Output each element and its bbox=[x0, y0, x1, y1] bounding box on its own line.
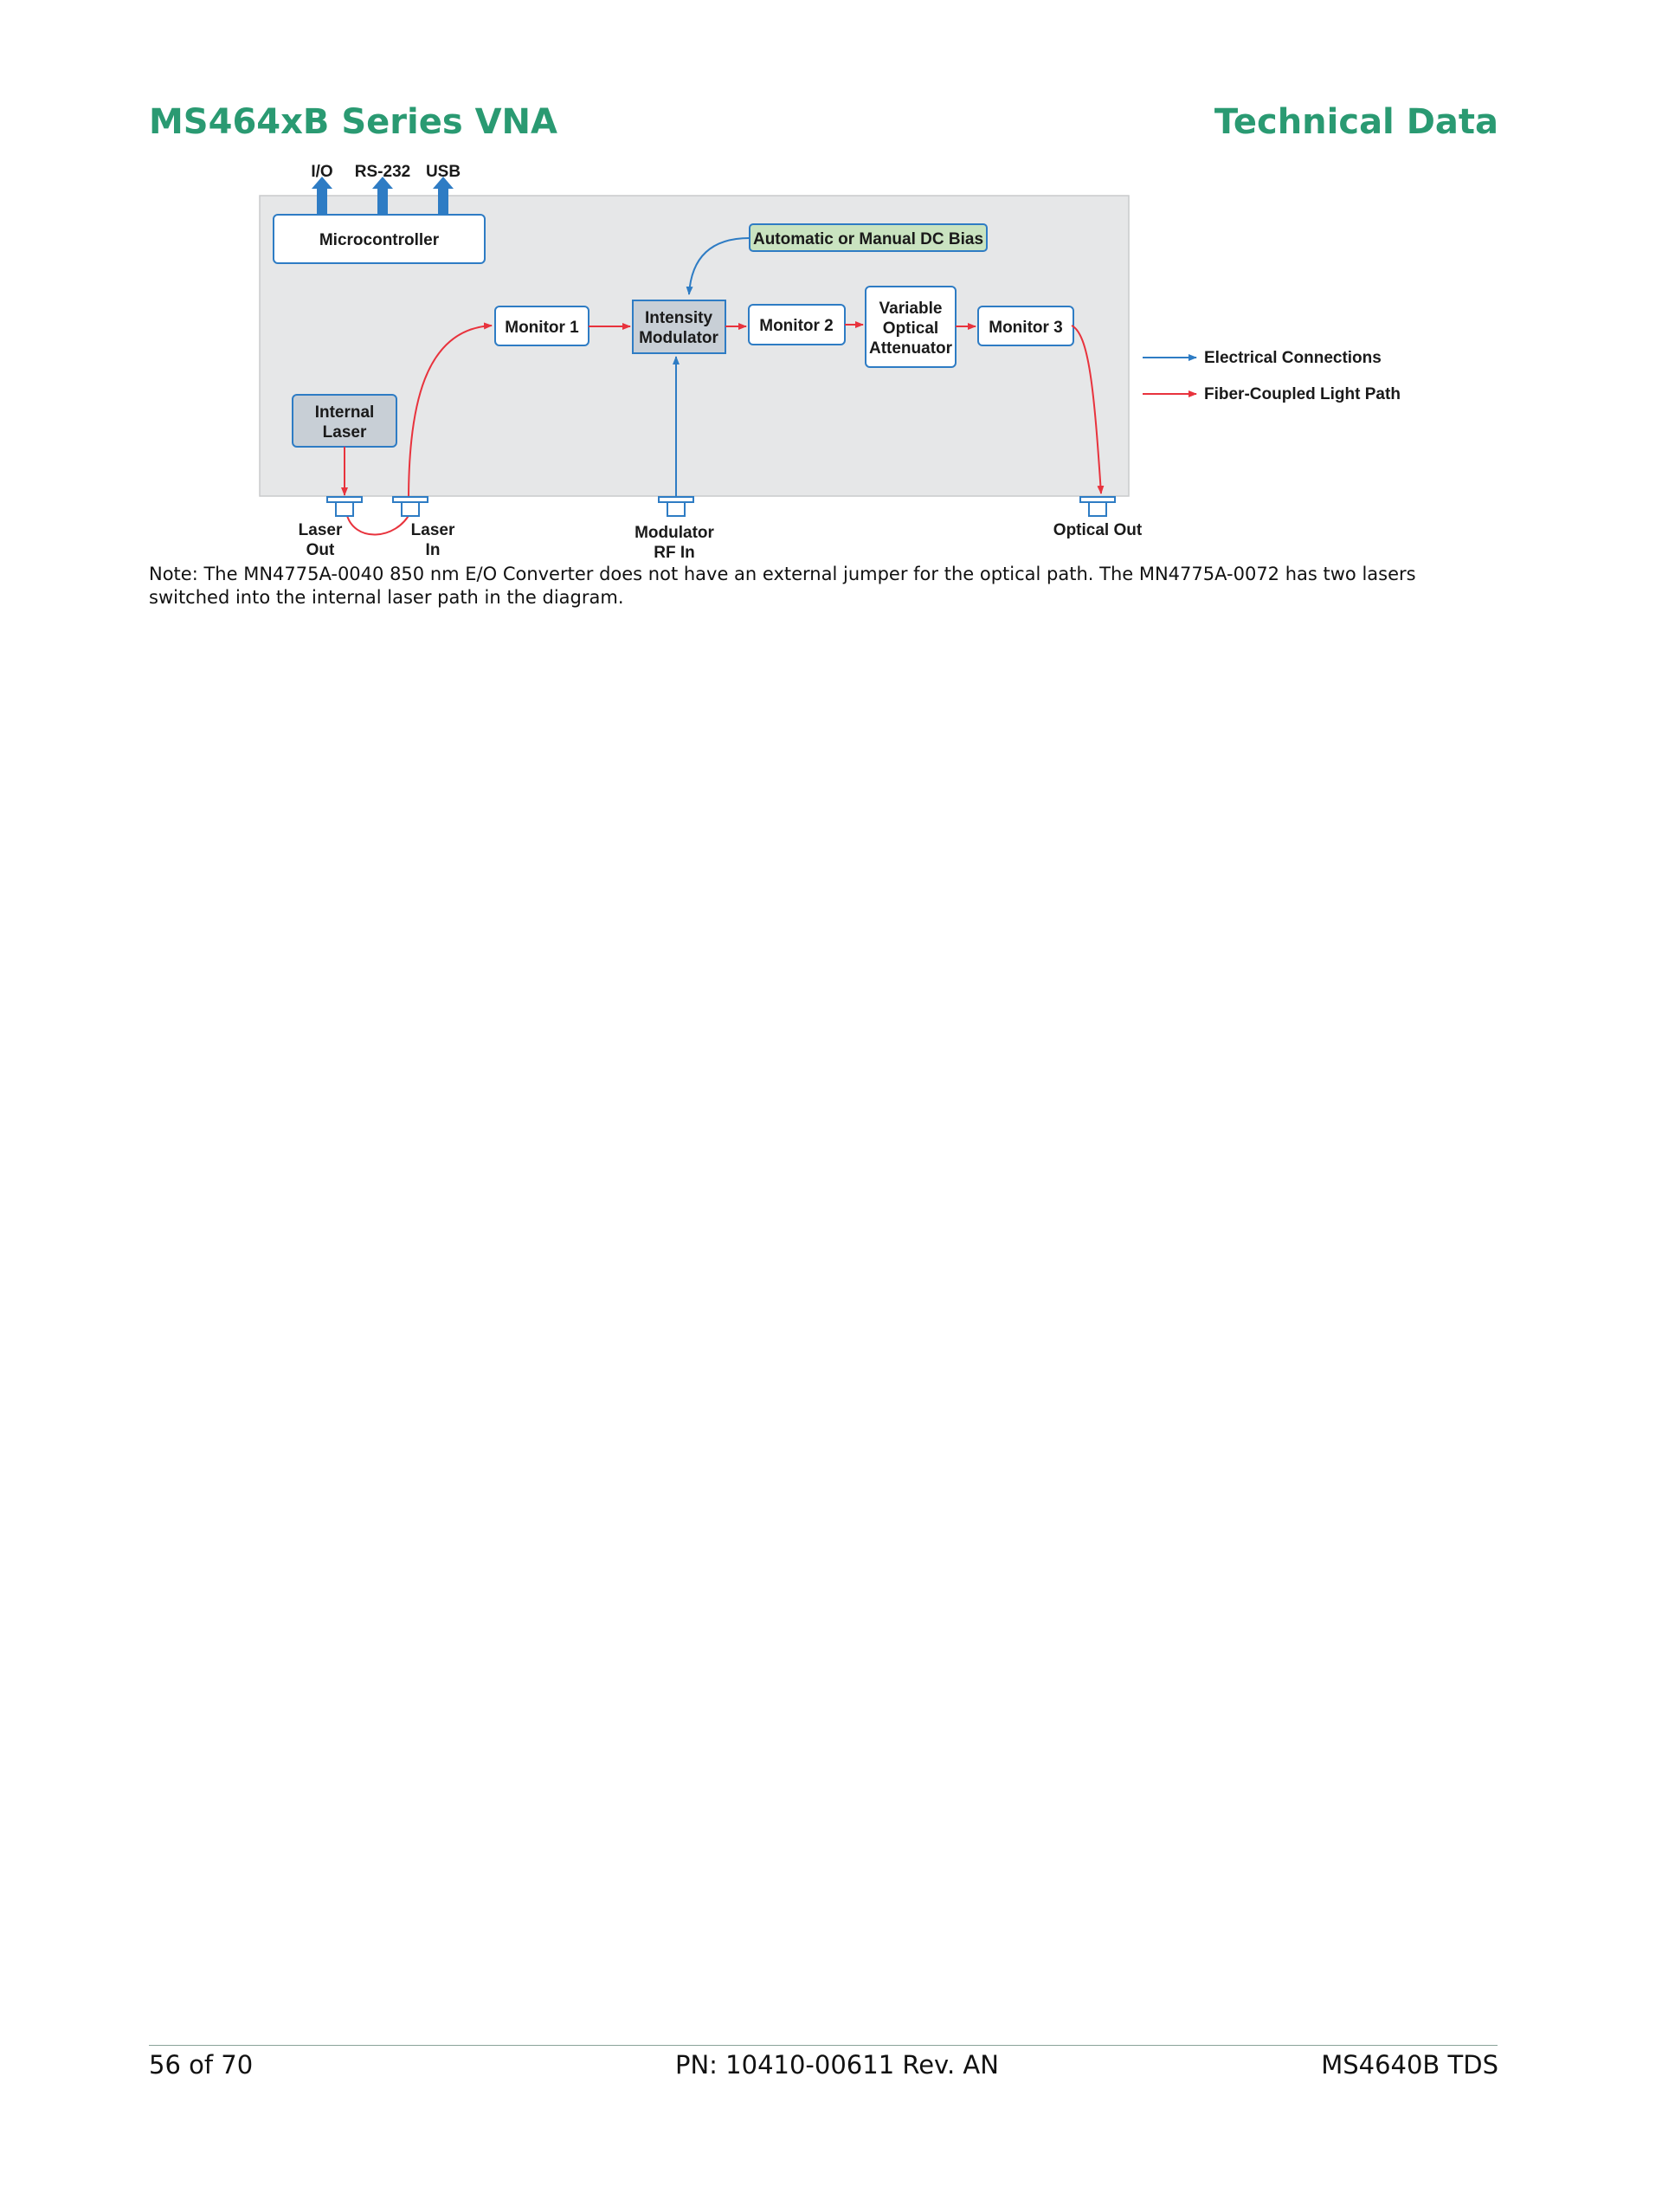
electrical-legend-label: Electrical Connections bbox=[1204, 349, 1382, 367]
document-title: MS464xB Series VNA bbox=[149, 102, 557, 142]
eo-converter-block-diagram bbox=[0, 0, 1662, 571]
intensity-modulator-label-1: Intensity bbox=[644, 309, 713, 327]
laser-in-label-1: Laser bbox=[410, 521, 455, 539]
laser-out-connector bbox=[327, 497, 362, 516]
rf-in-connector bbox=[659, 497, 693, 516]
diagram-legend bbox=[1143, 349, 1401, 403]
section-title: Technical Data bbox=[1214, 102, 1498, 142]
voa-label-1: Variable bbox=[879, 300, 943, 318]
part-number: PN: 10410-00611 Rev. AN bbox=[675, 2050, 999, 2080]
laser-out-label-2: Out bbox=[306, 541, 335, 559]
monitor-2-label: Monitor 2 bbox=[759, 317, 834, 335]
monitor-3-label: Monitor 3 bbox=[989, 319, 1063, 337]
rf-in-label-2: RF In bbox=[654, 544, 695, 562]
fiber-legend-label: Fiber-Coupled Light Path bbox=[1204, 385, 1401, 403]
voa-label-3: Attenuator bbox=[868, 339, 953, 358]
internal-laser-label-2: Laser bbox=[322, 423, 367, 442]
page-number: 56 of 70 bbox=[149, 2050, 254, 2080]
footer-divider bbox=[149, 2045, 1498, 2046]
optical-out-label: Optical Out bbox=[1053, 521, 1143, 539]
monitor-1-label: Monitor 1 bbox=[505, 319, 579, 337]
laser-out-label-1: Laser bbox=[298, 521, 343, 539]
voa-label-2: Optical bbox=[882, 319, 939, 338]
laser-in-label-2: In bbox=[425, 541, 441, 559]
document-id: MS4640B TDS bbox=[1321, 2050, 1498, 2080]
dc-bias-label: Automatic or Manual DC Bias bbox=[752, 230, 984, 248]
diagram-note: Note: The MN4775A-0040 850 nm E/O Converter does not have an external jumper for the optical path. The MN4775A-0072 has two lasers switched into the internal laser path in the diagram. bbox=[149, 564, 1416, 608]
microcontroller-label: Microcontroller bbox=[319, 231, 440, 249]
optical-out-connector bbox=[1080, 497, 1115, 516]
intensity-modulator-label-2: Modulator bbox=[639, 329, 718, 347]
rf-in-label-1: Modulator bbox=[635, 524, 714, 542]
usb-port-label: USB bbox=[425, 163, 461, 181]
rs232-port-label: RS-232 bbox=[354, 163, 411, 181]
io-port-label: I/O bbox=[311, 163, 333, 181]
internal-laser-label-1: Internal bbox=[314, 403, 375, 422]
laser-in-connector bbox=[393, 497, 428, 516]
connectors bbox=[327, 497, 1115, 516]
